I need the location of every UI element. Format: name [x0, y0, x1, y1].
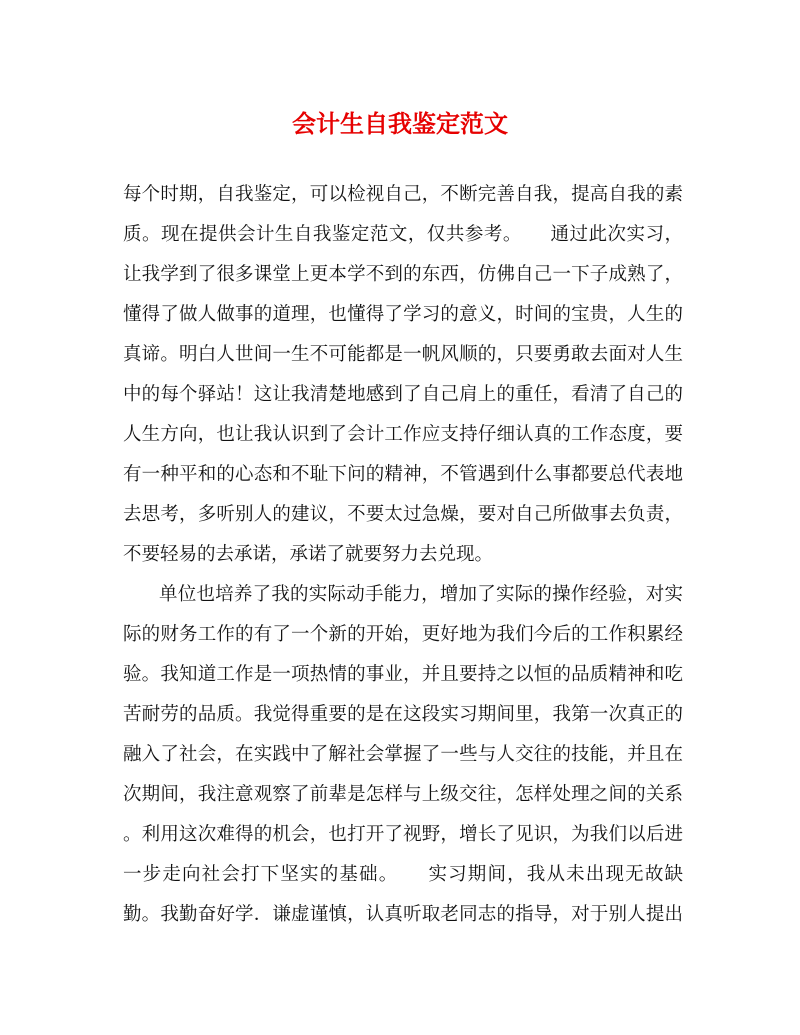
body-line: 融入了社会，在实践中了解社会掌握了一些与人交往的技能，并且在: [123, 744, 683, 765]
body-line: 人生方向，也让我认识到了会计工作应支持仔细认真的工作态度，要: [123, 424, 683, 445]
body-line: 真谛。明白人世间一生不可能都是一帆风顺的，只要勇敢去面对人生: [123, 344, 683, 365]
body-line: 有一种平和的心态和不耻下问的精神，不管遇到什么事都要总代表地: [123, 464, 683, 485]
body-line: 验。我知道工作是一项热情的事业，并且要持之以恒的品质精神和吃: [123, 664, 683, 685]
body-line: 去思考，多听别人的建议，不要太过急燥，要对自己所做事去负责，: [123, 504, 683, 525]
body-line: 每个时期，自我鉴定，可以检视自己，不断完善自我，提高自我的素: [123, 184, 683, 205]
body-line: 苦耐劳的品质。我觉得重要的是在这段实习期间里，我第一次真正的: [123, 704, 683, 725]
body-line: 勤。我勤奋好学．谦虚谨慎，认真听取老同志的指导，对于别人提出: [123, 904, 683, 925]
body-line: 让我学到了很多课堂上更本学不到的东西，仿佛自己一下子成熟了，: [123, 264, 683, 285]
document-title: 会计生自我鉴定范文: [292, 109, 508, 138]
document-body: [123, 175, 683, 935]
body-line: 次期间，我注意观察了前辈是怎样与上级交往，怎样处理之间的关系: [123, 784, 683, 805]
body-line: 单位也培养了我的实际动手能力，增加了实际的操作经验，对实: [159, 584, 683, 605]
body-line: 不要轻易的去承诺，承诺了就要努力去兑现。: [123, 544, 494, 565]
body-line: 中的每个驿站！这让我清楚地感到了自己肩上的重任，看清了自己的: [123, 384, 683, 405]
body-line: 懂得了做人做事的道理，也懂得了学习的意义，时间的宝贵，人生的: [123, 304, 683, 325]
body-line: 质。现在提供会计生自我鉴定范文，仅共参考。 通过此次实习，: [123, 224, 683, 245]
body-line: 际的财务工作的有了一个新的开始，更好地为我们今后的工作积累经: [123, 624, 683, 645]
body-line: 一步走向社会打下坚实的基础。 实习期间，我从未出现无故缺: [123, 864, 683, 885]
body-line: 。利用这次难得的机会，也打开了视野，增长了见识，为我们以后进: [123, 824, 683, 845]
